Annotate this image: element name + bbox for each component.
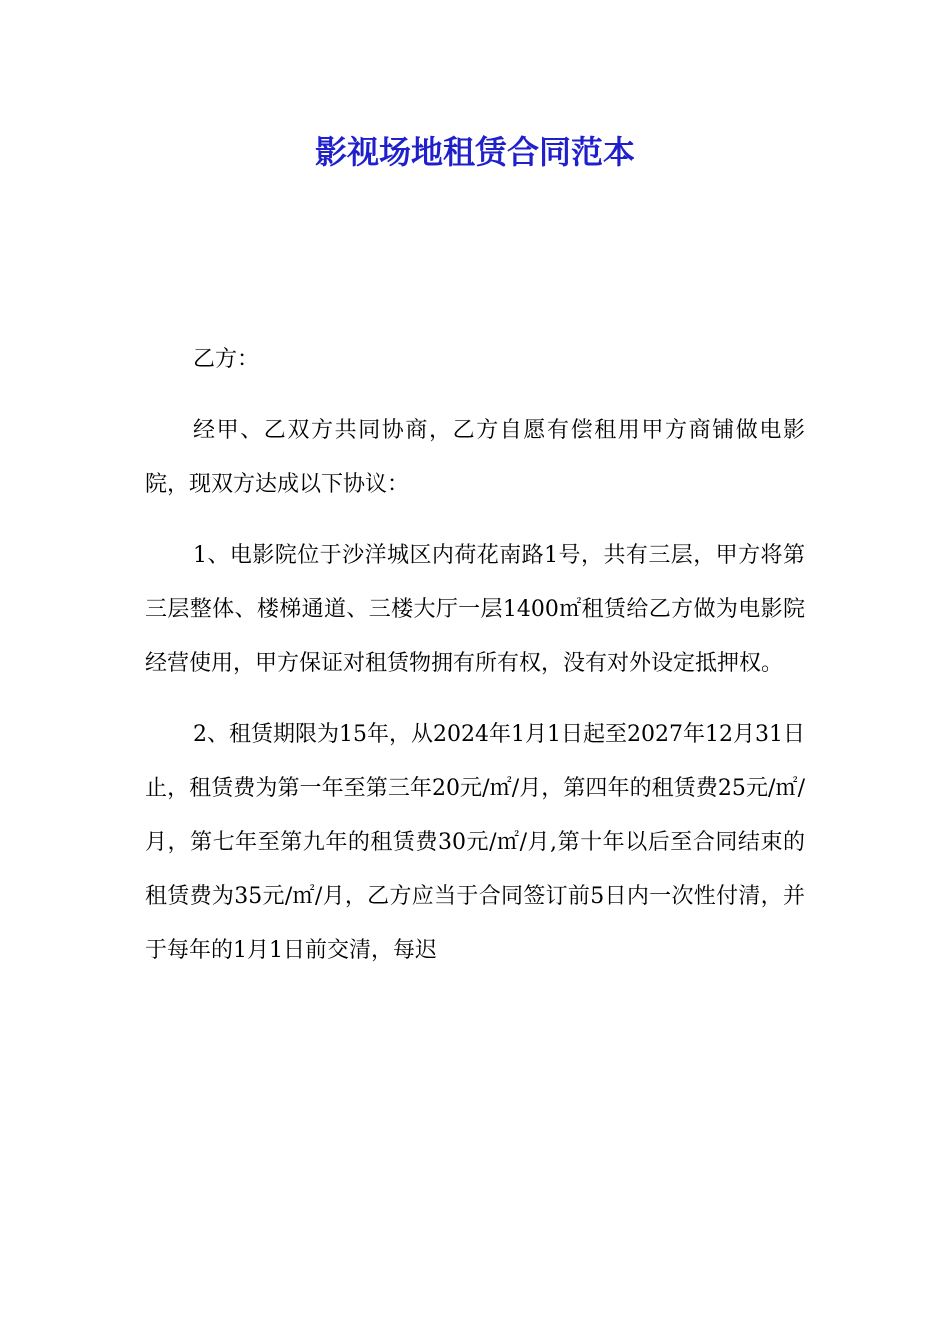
paragraph-party-b: 乙方： bbox=[193, 347, 260, 372]
document-title: 影视场地租赁合同范本 bbox=[314, 133, 635, 171]
paragraph-clause-2: 2、租赁期限为15年，从2024年1月1日起至2027年12月31日止，租赁费为第一年至第三年20元/㎡/月，第四年的租赁费25元/㎡/月，第七年至第九年的租赁费30元/㎡/月,第十年以后至合同结束的租赁费为35元/㎡/月，乙方应当于合同签订前5日内一次性付清，并于每年的1月1日前交清，每迟 bbox=[145, 722, 805, 963]
document-body bbox=[145, 333, 805, 995]
paragraph-clause-1: 1、电影院位于沙洋城区内荷花南路1号，共有三层，甲方将第三层整体、楼梯通道、三楼大厅一层1400㎡租赁给乙方做为电影院经营使用，甲方保证对租赁物拥有所有权，没有对外设定抵押权。 bbox=[145, 543, 805, 676]
paragraph-intro: 经甲、乙双方共同协商，乙方自愿有偿租用甲方商铺做电影院，现双方达成以下协议： bbox=[145, 418, 805, 497]
